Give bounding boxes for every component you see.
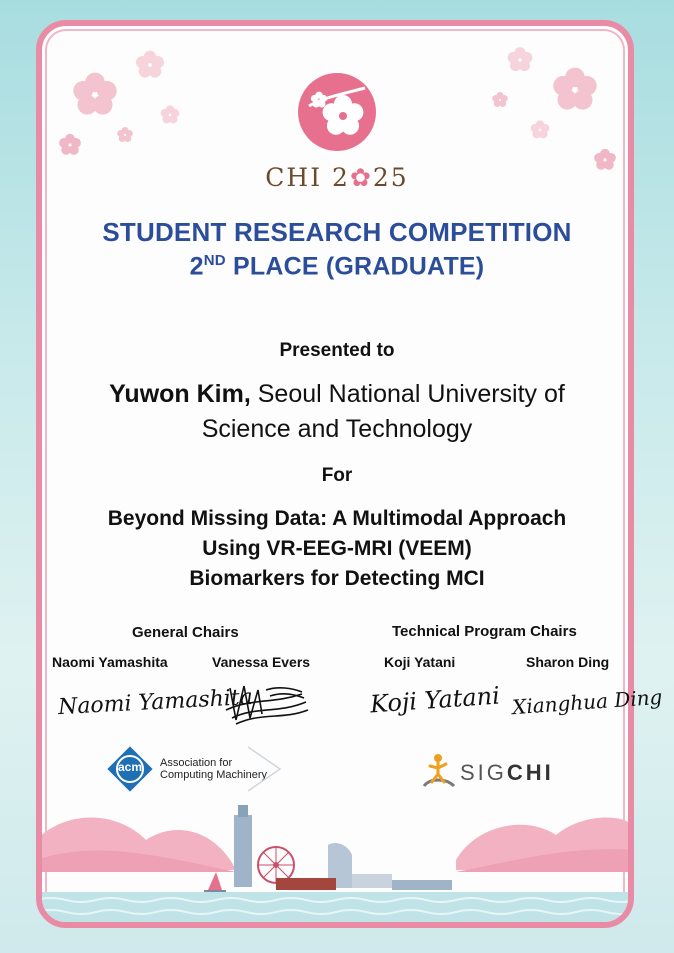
award-place-rest: PLACE (GRADUATE) bbox=[225, 252, 485, 281]
signature-koji: Koji Yatani bbox=[369, 681, 501, 719]
yokohama-skyline-illustration bbox=[36, 800, 634, 928]
acm-chevron-icon bbox=[246, 745, 286, 793]
paper-title-line3: Biomarkers for Detecting MCI bbox=[189, 567, 485, 590]
sigchi-wordmark bbox=[460, 760, 554, 786]
for-label: For bbox=[321, 465, 353, 486]
paper-title-line1: Beyond Missing Data: A Multimodal Approach bbox=[107, 507, 567, 530]
award-place-suffix: ND bbox=[203, 252, 226, 269]
logo-text-prefix: CHI 2 bbox=[265, 163, 350, 192]
award-place-number: 2 bbox=[189, 252, 204, 281]
cherry-blossom-icon bbox=[297, 72, 377, 152]
signature-vanessa-icon bbox=[222, 680, 312, 730]
chair-name-koji: Koji Yatani bbox=[384, 654, 456, 670]
logo-zero-flower-icon: ✿ bbox=[349, 163, 373, 192]
acm-name-line1: Association for bbox=[160, 757, 233, 769]
technical-chairs-heading: Technical Program Chairs bbox=[392, 623, 577, 640]
chi-2025-logo-text bbox=[0, 163, 674, 192]
sigchi-logo bbox=[420, 752, 560, 792]
award-title: STUDENT RESEARCH COMPETITION bbox=[102, 217, 572, 247]
recipient-name: Yuwon Kim, bbox=[109, 380, 251, 408]
chair-name-sharon: Sharon Ding bbox=[526, 654, 610, 670]
sigchi-figure-icon bbox=[420, 752, 456, 792]
sigchi-sig: SIG bbox=[460, 760, 507, 785]
cherry-blossom-corner-right-icon bbox=[480, 40, 630, 180]
signature-sharon: Xianghua Ding bbox=[511, 684, 664, 720]
recipient-line1 bbox=[0, 380, 674, 409]
acm-badge-text: acm bbox=[117, 760, 143, 774]
acm-logo bbox=[106, 745, 281, 793]
logo-text-suffix: 25 bbox=[372, 163, 409, 192]
chair-name-naomi: Naomi Yamashita bbox=[52, 654, 168, 670]
recipient-affiliation-line2: Science and Technology bbox=[201, 415, 473, 443]
acm-name-line2: Computing Machinery bbox=[160, 769, 267, 781]
general-chairs-heading: General Chairs bbox=[132, 624, 239, 641]
recipient-affiliation-line1: Seoul National University of bbox=[250, 380, 565, 408]
sigchi-chi: CHI bbox=[506, 760, 554, 785]
cherry-blossom-corner-left-icon bbox=[50, 40, 200, 180]
award-place bbox=[0, 252, 674, 281]
presented-to-label: Presented to bbox=[279, 340, 395, 361]
signature-naomi: Naomi Yamashita bbox=[57, 684, 254, 721]
chair-name-vanessa: Vanessa Evers bbox=[212, 654, 311, 670]
paper-title-line2: Using VR-EEG-MRI (VEEM) bbox=[202, 537, 472, 560]
